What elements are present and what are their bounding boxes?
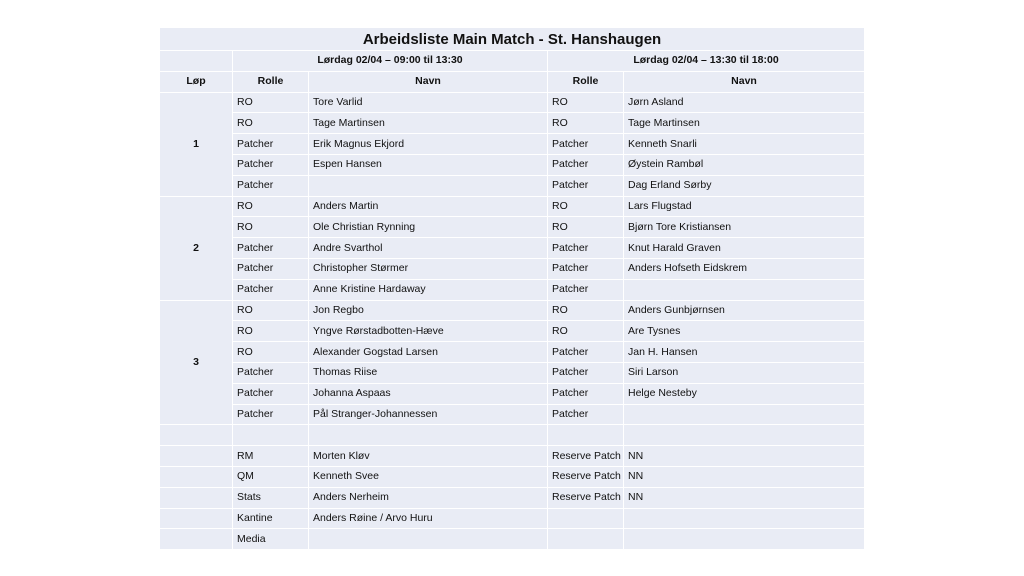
- name-shift1-cell: Christopher Størmer: [309, 258, 548, 279]
- role-shift2-cell: Patcher: [548, 134, 624, 155]
- shift2-header: Lørdag 02/04 – 13:30 til 18:00: [548, 51, 865, 72]
- name-shift2-cell: Siri Larson: [624, 362, 865, 383]
- empty-cell: [160, 508, 233, 529]
- col-header-lop: Løp: [160, 71, 233, 92]
- role-shift2-cell: Patcher: [548, 238, 624, 259]
- empty-cell: [160, 446, 233, 467]
- role-shift2-cell: Reserve Patch: [548, 446, 624, 467]
- table-row: [160, 321, 865, 342]
- role-shift1-cell: Stats: [233, 487, 309, 508]
- role-shift1-cell: RO: [233, 217, 309, 238]
- table-row: [160, 529, 865, 550]
- table-row: [160, 238, 865, 259]
- name-shift2-cell: Lars Flugstad: [624, 196, 865, 217]
- work-schedule-table: [159, 27, 865, 550]
- role-shift1-cell: Patcher: [233, 175, 309, 196]
- empty-cell: [160, 51, 233, 72]
- role-shift1-cell: Patcher: [233, 279, 309, 300]
- empty-cell: [160, 466, 233, 487]
- name-shift2-cell: [624, 529, 865, 550]
- name-shift1-cell: Kenneth Svee: [309, 466, 548, 487]
- table-row: [160, 342, 865, 363]
- name-shift2-cell: Jan H. Hansen: [624, 342, 865, 363]
- name-shift1-cell: Tore Varlid: [309, 92, 548, 113]
- name-shift1-cell: Espen Hansen: [309, 154, 548, 175]
- role-shift2-cell: RO: [548, 217, 624, 238]
- name-shift2-cell: Are Tysnes: [624, 321, 865, 342]
- role-shift1-cell: Patcher: [233, 238, 309, 259]
- name-shift2-cell: Anders Gunbjørnsen: [624, 300, 865, 321]
- name-shift2-cell: [624, 279, 865, 300]
- name-shift2-cell: Bjørn Tore Kristiansen: [624, 217, 865, 238]
- role-shift1-cell: RO: [233, 342, 309, 363]
- role-shift1-cell: QM: [233, 466, 309, 487]
- name-shift1-cell: [309, 175, 548, 196]
- table-row: [160, 487, 865, 508]
- table-row: [160, 279, 865, 300]
- role-shift2-cell: Reserve Patch: [548, 466, 624, 487]
- name-shift1-cell: Anders Nerheim: [309, 487, 548, 508]
- role-shift1-cell: RM: [233, 446, 309, 467]
- name-shift1-cell: Alexander Gogstad Larsen: [309, 342, 548, 363]
- role-shift1-cell: RO: [233, 113, 309, 134]
- name-shift1-cell: Anders Røine / Arvo Huru: [309, 508, 548, 529]
- role-shift2-cell: Patcher: [548, 383, 624, 404]
- empty-cell: [309, 425, 548, 446]
- role-shift1-cell: RO: [233, 196, 309, 217]
- name-shift2-cell: Tage Martinsen: [624, 113, 865, 134]
- role-shift2-cell: Patcher: [548, 362, 624, 383]
- table-row: [160, 134, 865, 155]
- empty-cell: [233, 425, 309, 446]
- lop-number: 2: [160, 196, 233, 300]
- lop-number: 3: [160, 300, 233, 425]
- role-shift1-cell: Patcher: [233, 362, 309, 383]
- name-shift2-cell: Jørn Asland: [624, 92, 865, 113]
- col-header-navn-1: Navn: [309, 71, 548, 92]
- shift1-header: Lørdag 02/04 – 09:00 til 13:30: [233, 51, 548, 72]
- name-shift2-cell: Dag Erland Sørby: [624, 175, 865, 196]
- empty-cell: [624, 425, 865, 446]
- name-shift1-cell: Anne Kristine Hardaway: [309, 279, 548, 300]
- role-shift2-cell: Patcher: [548, 154, 624, 175]
- name-shift2-cell: NN: [624, 487, 865, 508]
- col-header-rolle-2: Rolle: [548, 71, 624, 92]
- table-row: [160, 258, 865, 279]
- empty-cell: [160, 529, 233, 550]
- role-shift2-cell: Patcher: [548, 279, 624, 300]
- role-shift2-cell: RO: [548, 92, 624, 113]
- table-row: [160, 383, 865, 404]
- name-shift1-cell: Jon Regbo: [309, 300, 548, 321]
- name-shift2-cell: NN: [624, 446, 865, 467]
- name-shift2-cell: [624, 404, 865, 425]
- name-shift1-cell: Erik Magnus Ekjord: [309, 134, 548, 155]
- role-shift1-cell: Media: [233, 529, 309, 550]
- role-shift2-cell: RO: [548, 321, 624, 342]
- name-shift2-cell: Anders Hofseth Eidskrem: [624, 258, 865, 279]
- role-shift1-cell: Patcher: [233, 134, 309, 155]
- role-shift2-cell: Patcher: [548, 404, 624, 425]
- role-shift1-cell: RO: [233, 92, 309, 113]
- table-row: [160, 300, 865, 321]
- role-shift1-cell: Patcher: [233, 383, 309, 404]
- table-row: [160, 175, 865, 196]
- table-row: [160, 113, 865, 134]
- name-shift2-cell: [624, 508, 865, 529]
- sheet-title: Arbeidsliste Main Match - St. Hanshaugen: [160, 28, 865, 51]
- name-shift1-cell: Andre Svarthol: [309, 238, 548, 259]
- table-row: [160, 217, 865, 238]
- role-shift2-cell: Patcher: [548, 342, 624, 363]
- empty-cell: [548, 425, 624, 446]
- lop-number: 1: [160, 92, 233, 196]
- role-shift2-cell: [548, 529, 624, 550]
- role-shift2-cell: Reserve Patch: [548, 487, 624, 508]
- name-shift1-cell: Thomas Riise: [309, 362, 548, 383]
- table-row: [160, 446, 865, 467]
- role-shift2-cell: Patcher: [548, 258, 624, 279]
- table-row: [160, 154, 865, 175]
- name-shift1-cell: Yngve Rørstadbotten-Hæve: [309, 321, 548, 342]
- name-shift2-cell: Knut Harald Graven: [624, 238, 865, 259]
- role-shift1-cell: RO: [233, 321, 309, 342]
- role-shift2-cell: RO: [548, 300, 624, 321]
- role-shift2-cell: RO: [548, 196, 624, 217]
- name-shift2-cell: Øystein Rambøl: [624, 154, 865, 175]
- table-row: [160, 404, 865, 425]
- role-shift1-cell: Kantine: [233, 508, 309, 529]
- role-shift1-cell: RO: [233, 300, 309, 321]
- separator-row: [160, 425, 865, 446]
- name-shift1-cell: Anders Martin: [309, 196, 548, 217]
- name-shift1-cell: Johanna Aspaas: [309, 383, 548, 404]
- name-shift1-cell: Pål Stranger-Johannessen: [309, 404, 548, 425]
- name-shift2-cell: Kenneth Snarli: [624, 134, 865, 155]
- table-row: [160, 196, 865, 217]
- col-header-rolle-1: Rolle: [233, 71, 309, 92]
- name-shift1-cell: Ole Christian Rynning: [309, 217, 548, 238]
- name-shift1-cell: Morten Kløv: [309, 446, 548, 467]
- table-row: [160, 92, 865, 113]
- col-header-navn-2: Navn: [624, 71, 865, 92]
- table-row: [160, 466, 865, 487]
- role-shift1-cell: Patcher: [233, 154, 309, 175]
- role-shift1-cell: Patcher: [233, 258, 309, 279]
- table-row: [160, 508, 865, 529]
- role-shift2-cell: RO: [548, 113, 624, 134]
- name-shift2-cell: Helge Nesteby: [624, 383, 865, 404]
- name-shift1-cell: Tage Martinsen: [309, 113, 548, 134]
- empty-cell: [160, 487, 233, 508]
- name-shift1-cell: [309, 529, 548, 550]
- empty-cell: [160, 425, 233, 446]
- name-shift2-cell: NN: [624, 466, 865, 487]
- role-shift2-cell: [548, 508, 624, 529]
- table-row: [160, 362, 865, 383]
- role-shift1-cell: Patcher: [233, 404, 309, 425]
- role-shift2-cell: Patcher: [548, 175, 624, 196]
